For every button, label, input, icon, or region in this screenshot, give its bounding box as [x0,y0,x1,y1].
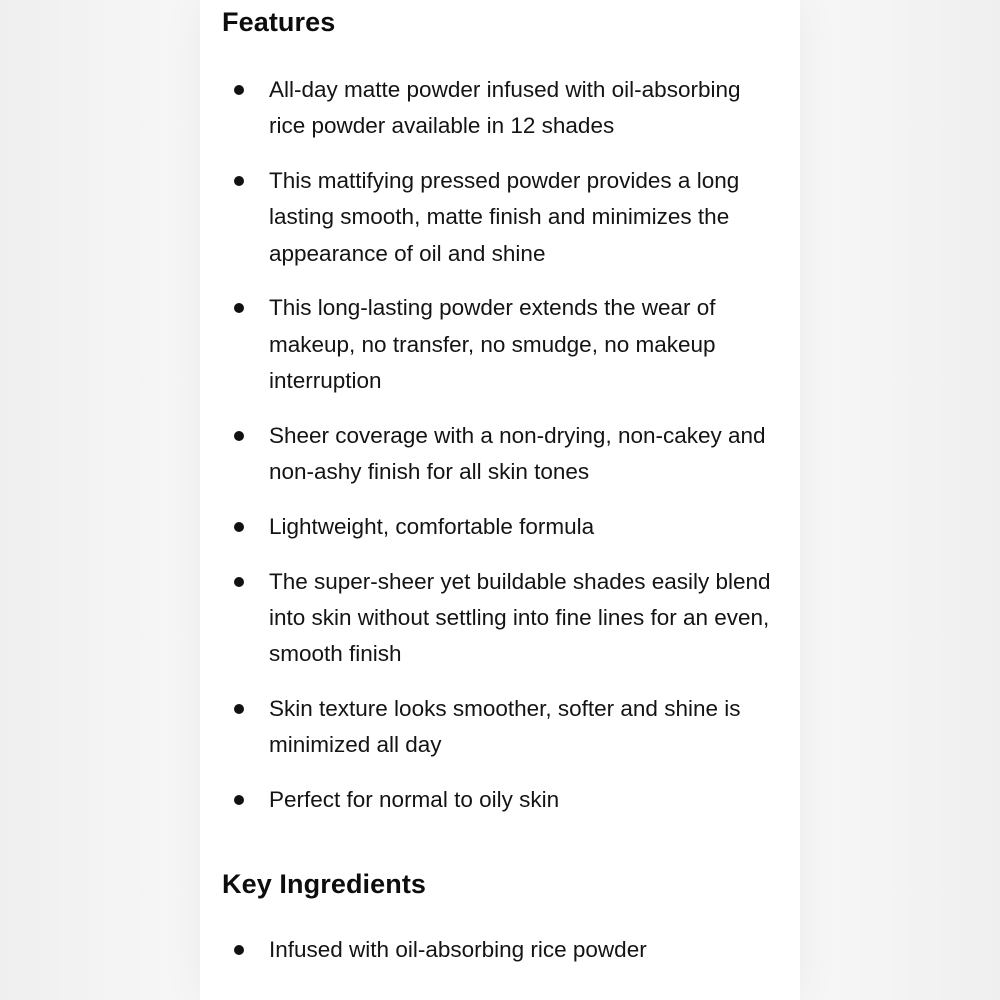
ingredient-item-text: Infused with oil-absorbing rice powder [269,937,647,962]
feature-item-text: Skin texture looks smoother, softer and shine is minimized all day [269,696,741,758]
key-ingredients-heading: Key Ingredients [222,869,427,899]
feature-item [200,418,800,491]
feature-item-text: This mattifying pressed powder provides a long lasting smooth, matte finish and minimizes the appearance of oil and shine [269,168,740,266]
feature-item [200,72,800,145]
product-details-panel [200,0,800,1000]
bullet-dot-icon [234,303,244,313]
feature-item [200,691,800,764]
bullet-dot-icon [234,431,244,441]
feature-item [200,290,800,399]
feature-item [200,163,800,272]
bullet-dot-icon [234,795,244,805]
key-ingredients-list [200,932,800,987]
features-heading: Features [222,7,336,37]
ingredient-item [200,932,800,968]
bullet-dot-icon [234,945,244,955]
feature-item-text: All-day matte powder infused with oil-absorbing rice powder available in 12 shades [269,77,741,139]
bullet-dot-icon [234,577,244,587]
feature-item [200,509,800,545]
bullet-dot-icon [234,522,244,532]
feature-item-text: Lightweight, comfortable formula [269,513,595,539]
feature-item-text: Perfect for normal to oily skin [269,787,560,813]
bullet-dot-icon [234,704,244,714]
bullet-dot-icon [234,176,244,186]
bullet-dot-icon [234,85,244,95]
feature-item-text: The super-sheer yet buildable shades easily blend into skin without settling into fine lines for an even, smooth finish [269,568,771,667]
feature-item [200,564,800,673]
feature-item-text: Sheer coverage with a non-drying, non-cakey and non-ashy finish for all skin tones [269,422,766,485]
feature-item [200,782,800,818]
features-list [200,72,800,837]
feature-item-text: This long-lasting powder extends the wear of makeup, no transfer, no smudge, no makeup interruption [269,295,716,394]
